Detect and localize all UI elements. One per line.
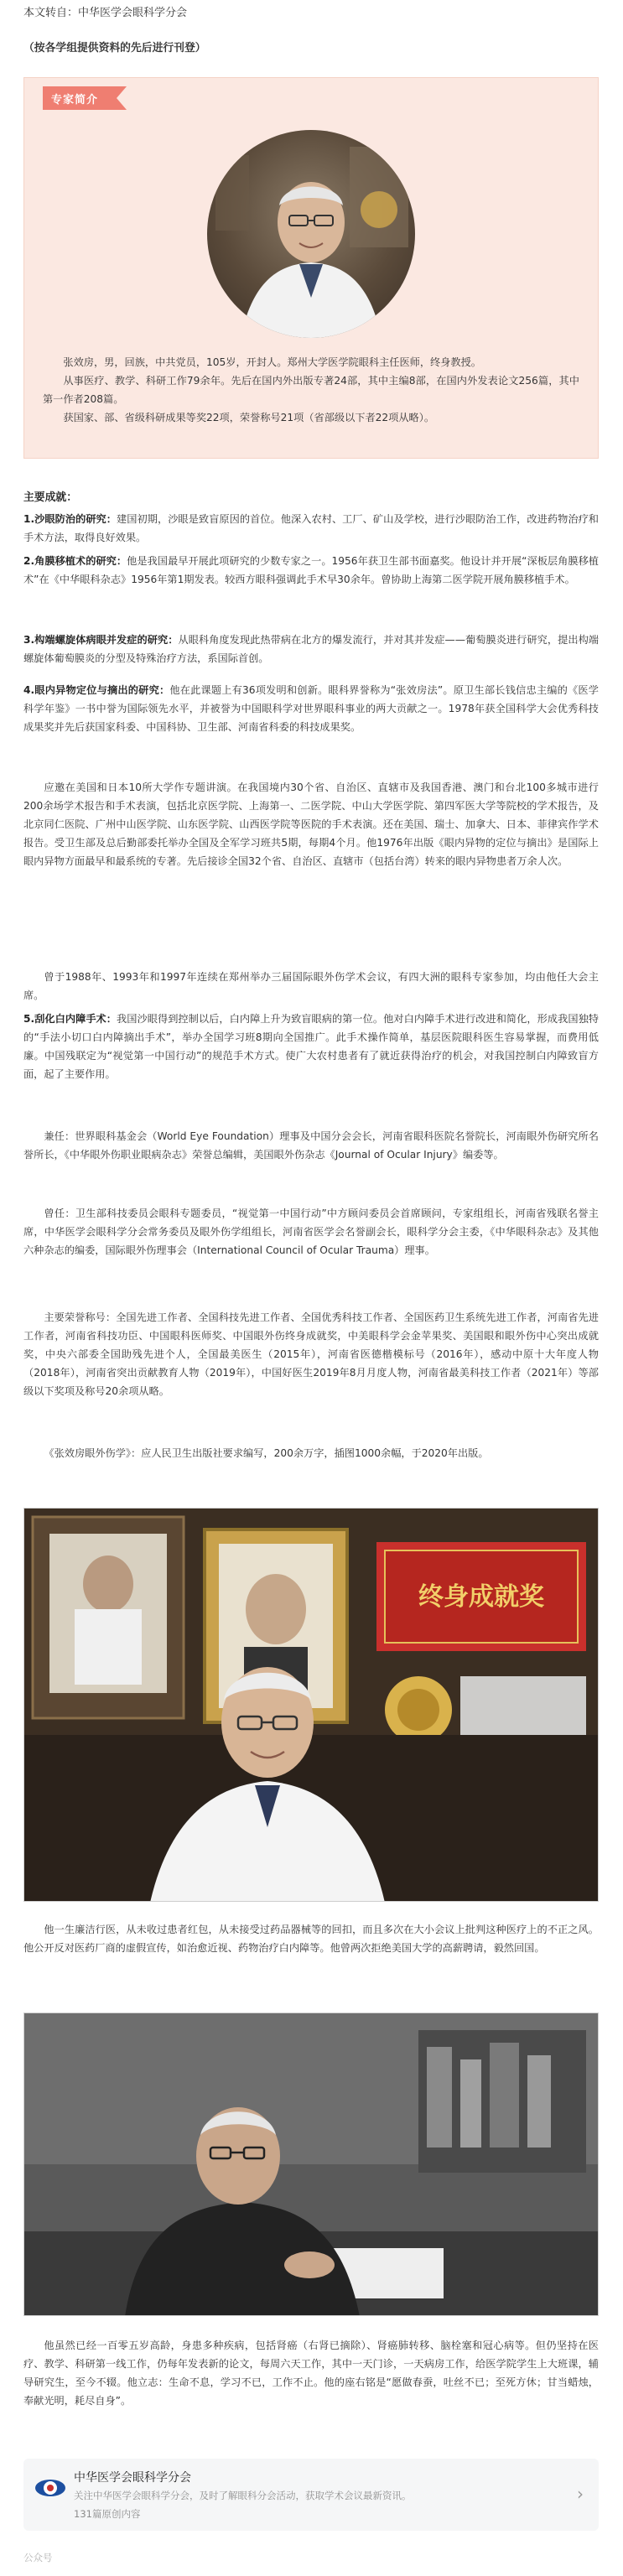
achievement-item-5 bbox=[23, 1010, 599, 1083]
account-logo bbox=[34, 2475, 67, 2501]
paragraph-lectures: 应邀在美国和日本10所大学作专题讲演。在我国境内30个省、自治区、直辖市及我国香港、澳门和台北100多城市进行200余场学术报告和手术表演，包括北京医学院、上海第一、二医学院、中山大学医学院、第四军医大学等院校的学术报告，及北京同仁医院、广州中山医学院、山东医学院、山西医学院等医院的手术表演。还在美国、瑞士、加拿大、日本、菲律宾作学术报告。受卫生部及总后勤部委托举办全国及全军学习班共5期，每期4个月。他1976年出版《眼内异物的定位与摘出》是国际上眼内异物方面最早和最系统的专著。先后接诊全国32个省、自治区、直辖市（包括台湾）转来的眼内异物患者万余人次。 bbox=[23, 782, 599, 867]
paragraph-former-roles: 曾任：卫生部科技委员会眼科专题委员，“视觉第一中国行动”中方顾问委员会首席顾问，专家组组长，河南省残联名誉主席，中华医学会眼科学分会常务委员及眼外伤学组组长，河南省医学会名誉副会长，眼科学分会主委，《中华眼科杂志》及其他六种杂志的编委，国际眼外伤理事会（International Council of Ocular Trauma）理事。 bbox=[23, 1208, 599, 1256]
paragraph-honors: 主要荣誉称号：全国先进工作者、全国科技先进工作者、全国优秀科技工作者、全国医药卫生系统先进工作者，河南省先进工作者，河南省科技功臣、中国眼科医师奖、中国眼外伤终身成就奖，中美眼科学会金苹果奖、美国眼和眼外伤中心突出成就奖，中央六部委全国助残先进个人，全国最美医生（2015年），河南省医德楷模标号（2016年），感动中原十大年度人物（2018年），河南省突出贡献教育人物（2019年），中国好医生2019年8月月度人物，河南省最美科技工作者（2021年）等部级以下奖项及称号20余项从略。 bbox=[23, 1311, 599, 1397]
paragraph-conferences: 曾于1988年、1993年和1997年连续在郑州举办三届国际眼外伤学术会议，有四大洲的眼科专家参加，均由他任大会主席。 bbox=[23, 971, 599, 1001]
portrait-illustration bbox=[207, 130, 415, 338]
source-name: 中华医学会眼科学分会 bbox=[78, 7, 188, 19]
profile-line-2: 从事医疗、教学、科研工作79余年。先后在国内外出版专著24部，其中主编8部，在国内外发表论文256篇，其中第一作者208篇。 bbox=[43, 375, 579, 405]
chevron-right-icon[interactable]: › bbox=[577, 2484, 584, 2504]
paragraph-dedication: 他虽然已经一百零五岁高龄，身患多种疾病，包括肾癌（右肾已摘除）、肾癌肺转移、脑栓塞和冠心病等。但仍坚持在医疗、教学、科研第一线工作，仍每年发表新的论文，每周六天工作，其中一天门诊，一天病房工作，给医学院学生上大班课，辅导研究生，至今不辍。他立志：生命不息，学习不已，工作不止。他的座右铭是“愿做春蚕，吐丝不已；至死方休；甘当蜡烛，奉献光明，耗尽自身”。 bbox=[23, 2340, 599, 2407]
source-prefix: 本文转自： bbox=[23, 7, 79, 19]
source-line bbox=[23, 5, 187, 22]
achievement-title: 2.角膜移植术的研究： bbox=[23, 555, 127, 567]
achievement-title: 5.刮化白内障手术： bbox=[23, 1013, 117, 1025]
badge-label: 专家简介 bbox=[51, 94, 99, 106]
achievement-text: 我国沙眼得到控制以后，白内障上升为致盲眼病的第一位。他对白内障手术进行改进和简化，形成我国独特的“手法小切口白内障摘出手术”，举办全国学习班8期向全国推广。此手术操作简单，基层医院眼科医生容易掌握，而费用低廉。中国残联定为“视觉第一中国行动”的规范手术方式。使广大农村患者有了就近获得治疗的机会，对我国控制白内障致盲方面，起了主要作用。 bbox=[23, 1013, 599, 1080]
achievement-item-3 bbox=[23, 631, 599, 667]
achievement-text: 建国初期，沙眼是致盲原因的首位。他深入农村、工厂、矿山及学校，进行沙眼防治工作，改进药物治疗和手术方法，取得良好效果。 bbox=[23, 513, 599, 543]
portrait-photo bbox=[207, 130, 415, 338]
publish-note: （按各学组提供资料的先后进行刊登） bbox=[23, 42, 206, 55]
achievement-item-4 bbox=[23, 681, 599, 736]
achievement-text: 他是我国最早开展此项研究的少数专家之一。1956年获卫生部书面嘉奖。他设计并开展“深板层角膜移植术”在《中华眼科杂志》1956年第1期发表。较西方眼科强调此手术早30余年。曾协助上海第二医学院开展角膜移植手术。 bbox=[23, 555, 599, 585]
achievements-heading: 主要成就： bbox=[23, 491, 77, 504]
account-article-count: 131篇原创内容 bbox=[74, 2508, 141, 2520]
paragraph-integrity: 他一生廉洁行医，从未收过患者红包，从未接受过药品器械等的回扣，而且多次在大小会议上批判这种医疗上的不正之风。他公开反对医药厂商的虚假宣传，如治愈近视、药物治疗白内障等。他曾两次拒绝美国大学的高薪聘请，毅然回国。 bbox=[23, 1924, 599, 1954]
profile-line-1: 张效房，男，回族，中共党员，105岁，开封人。郑州大学医学院眼科主任医师，终身教授。 bbox=[63, 356, 481, 368]
writing-photo bbox=[23, 2012, 599, 2316]
achievement-item-2 bbox=[23, 552, 599, 589]
achievement-text: 他在此课题上有36项发明和创新。眼科界誉称为“张效房法”。原卫生部长钱信忠主编的《医学科学年鉴》一书中誉为国际领先水平，并被誉为中国眼科学对世界眼科事业的两大贡献之一。1978年获全国科学大会优秀科技成果奖并先后获国家科委、中国科协、卫生部、河南省科委的科技成果奖。 bbox=[23, 684, 599, 733]
badge-notch bbox=[117, 86, 127, 110]
paragraph-book: 《张效房眼外伤学》：应人民卫生出版社要求编写，200余万字，插图1000余幅，于2020年出版。 bbox=[44, 1447, 489, 1459]
account-card[interactable] bbox=[23, 2459, 599, 2531]
achievement-item-1 bbox=[23, 510, 599, 547]
account-type-label: 公众号 bbox=[23, 2552, 53, 2563]
account-name[interactable]: 中华医学会眼科学分会 bbox=[74, 2471, 191, 2485]
profile-panel bbox=[23, 77, 599, 459]
profile-line-3: 获国家、部、省级科研成果等奖22项，荣誉称号21项（省部级以下者22项从略）。 bbox=[63, 412, 435, 423]
achievement-title: 4.眼内异物定位与摘出的研究： bbox=[23, 684, 170, 696]
profile-text bbox=[43, 353, 579, 427]
achievement-title: 3.构端螺旋体病眼并发症的研究： bbox=[23, 634, 179, 646]
certificate-text: 终身成就奖 bbox=[418, 1582, 544, 1612]
office-illustration bbox=[24, 1509, 599, 1902]
office-photo bbox=[23, 1508, 599, 1902]
achievement-title: 1.沙眼防治的研究： bbox=[23, 513, 117, 525]
profile-badge bbox=[43, 86, 127, 110]
achievement-text: 从眼科角度发现此热带病在北方的爆发流行，并对其并发症——葡萄膜炎进行研究，提出构端螺旋体葡萄膜炎的分型及特殊治疗方法，系国际首创。 bbox=[23, 634, 599, 664]
account-description: 关注中华医学会眼科学分会，及时了解眼科分会活动，获取学术会议最新资讯。 bbox=[74, 2490, 412, 2501]
writing-illustration bbox=[24, 2013, 599, 2316]
paragraph-roles: 兼任：世界眼科基金会（World Eye Foundation）理事及中国分会会长，河南省眼科医院名誉院长，河南眼外伤研究所名誉所长，《中华眼外伤职业眼病杂志》荣誉总编辑，美国眼外伤杂志《Journal of Ocular Injury》编委等。 bbox=[23, 1130, 599, 1161]
